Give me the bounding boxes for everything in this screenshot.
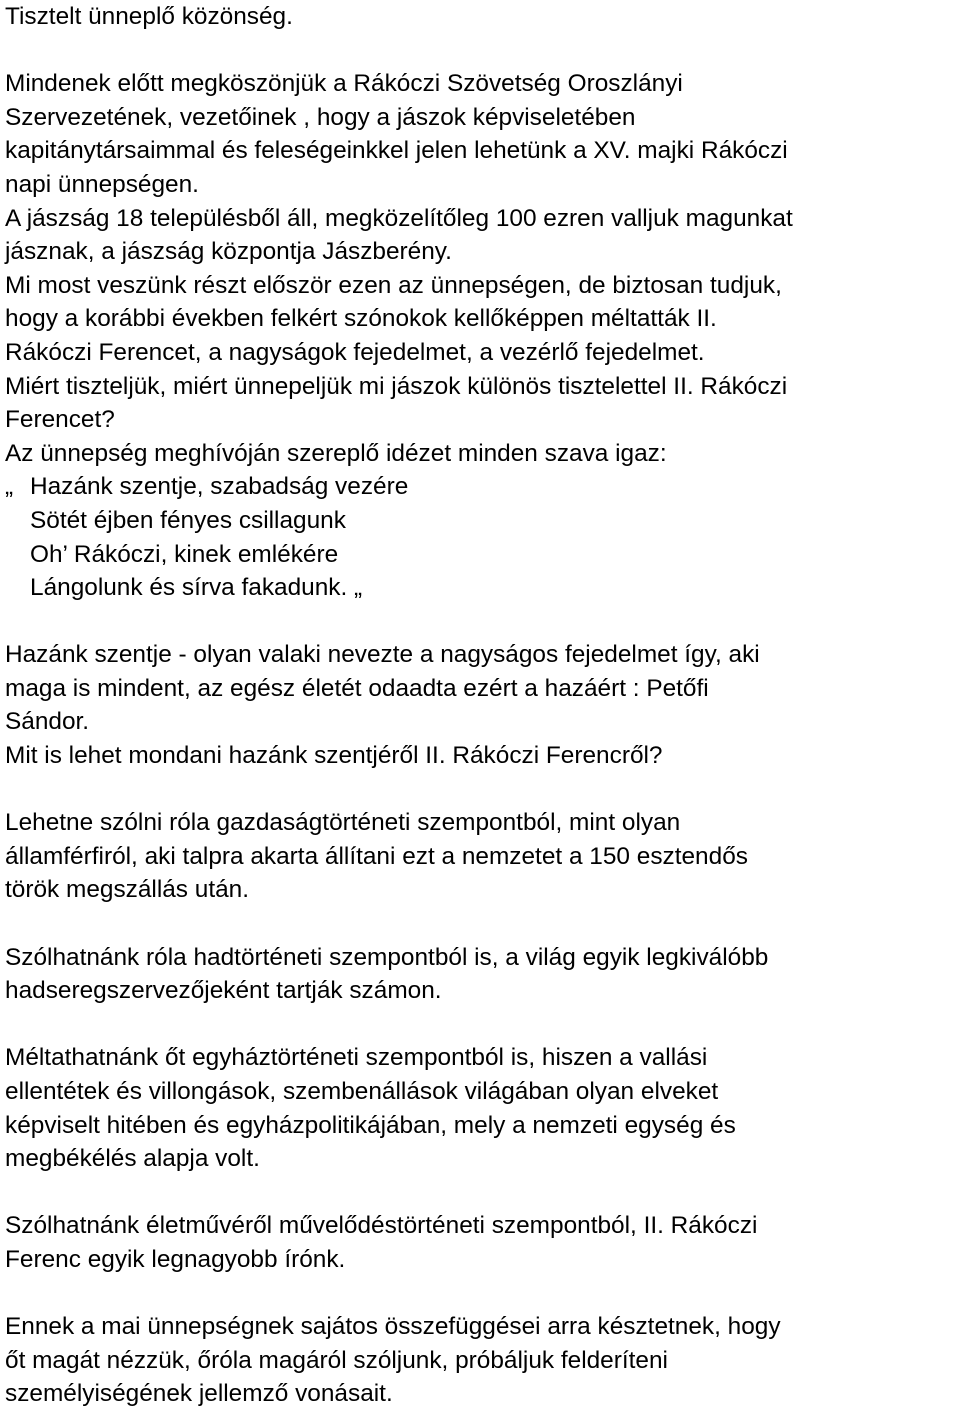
paragraph-gap [5, 605, 960, 639]
paragraph-gazdasag [5, 806, 960, 907]
text-line: napi ünnepségen. [5, 170, 199, 198]
text-line: megbékélés alapja volt. [5, 1145, 260, 1173]
paragraph-hazank-szentje [5, 638, 960, 772]
paragraph-gap [5, 773, 960, 807]
text-line: Az ünnepség meghívóján szereplő idézet minden szava igaz: [5, 439, 667, 467]
verse-line [5, 470, 960, 504]
text-line: hogy a korábbi években felkért szónokok kellőképpen méltatták II. [5, 305, 717, 333]
paragraph-gap [5, 1277, 960, 1311]
text-line: Ferencet? [5, 406, 115, 434]
text-line: Szólhatnánk róla hadtörténeti szempontból is, a világ egyik legkiválóbb [5, 943, 769, 971]
paragraph-hadtortenet [5, 941, 960, 1008]
verse-text: Sötét éjben fényes csillagunk [30, 506, 346, 534]
text-line: Ferenc egyik legnagyobb írónk. [5, 1245, 346, 1273]
paragraph-intro [5, 67, 960, 470]
paragraph-gap [5, 1176, 960, 1210]
text-line: Rákóczi Ferencet, a nagyságok fejedelmet, a vezérlő fejedelmet. [5, 338, 705, 366]
verse-text: Lángolunk és sírva fakadunk. „ [30, 574, 363, 602]
text-line: török megszállás után. [5, 876, 250, 904]
text-line: képviselt hitében és egyházpolitikájában, mely a nemzeti egység és [5, 1111, 736, 1139]
text-line: maga is mindent, az egész életét odaadta ezért a hazáért : Petőfi [5, 674, 709, 702]
verse-quote [5, 470, 960, 604]
verse-text: Oh’ Rákóczi, kinek emlékére [30, 540, 339, 568]
greeting: Tisztelt ünneplő közönség. [5, 3, 293, 30]
text-line: Miért tiszteljük, miért ünnepeljük mi jászok különös tisztelettel II. Rákóczi [5, 372, 788, 400]
text-line: Szervezetének, vezetőinek , hogy a jászok képviseletében [5, 103, 636, 131]
text-line: Lehetne szólni róla gazdaságtörténeti szempontból, mint olyan [5, 809, 681, 837]
paragraph-gap [5, 1008, 960, 1042]
paragraph-gap [5, 34, 960, 68]
text-line: ellentétek és villongások, szembenállások világában olyan elveket [5, 1078, 719, 1105]
text-line: Szólhatnánk életművéről művelődéstörténeti szempontból, II. Rákóczi [5, 1212, 758, 1240]
paragraph-egyhaztortenet [5, 1041, 960, 1175]
verse-text: Hazánk szentje, szabadság vezére [30, 473, 409, 501]
text-line: Sándor. [5, 708, 90, 736]
text-line: Hazánk szentje - olyan valaki nevezte a nagyságos fejedelmet így, aki [5, 641, 760, 669]
verse-line [5, 571, 960, 605]
paragraph-muvelodes [5, 1209, 960, 1276]
text-line: Mi most veszünk részt először ezen az ünnepségen, de biztosan tudjuk, [5, 271, 782, 299]
text-line: államférfiról, aki talpra akarta állítani ezt a nemzetet a 150 esztendős [5, 842, 748, 870]
text-line: személyiségének jellemző vonásait. [5, 1380, 393, 1408]
text-line: Mindenek előtt megköszönjük a Rákóczi Szövetség Oroszlányi [5, 70, 683, 98]
text-line: őt magát nézzük, őróla magáról szóljunk, próbáljuk felderíteni [5, 1346, 668, 1374]
verse-line [5, 504, 960, 538]
paragraph-gap [5, 907, 960, 941]
verse-line [5, 538, 960, 572]
text-line: kapitánytársaimmal és feleségeinkkel jelen lehetünk a XV. majki Rákóczi [5, 137, 788, 165]
text-line: hadseregszervezőjeként tartják számon. [5, 977, 442, 1005]
text-line: A jászság 18 településből áll, megközelítőleg 100 ezren valljuk magunkat [5, 204, 793, 232]
quote-mark: „ [5, 473, 14, 501]
text-line: Méltathatnánk őt egyháztörténeti szempontból is, hiszen a vallási [5, 1044, 708, 1072]
text-line: Mit is lehet mondani hazánk szentjéről II. Rákóczi Ferencről? [5, 742, 663, 770]
paragraph-szemelyiseg [5, 1310, 960, 1411]
text-line: Ennek a mai ünnepségnek sajátos összefüggései arra késztetnek, hogy [5, 1313, 781, 1341]
text-line: jásznak, a jászság központja Jászberény. [5, 238, 452, 266]
